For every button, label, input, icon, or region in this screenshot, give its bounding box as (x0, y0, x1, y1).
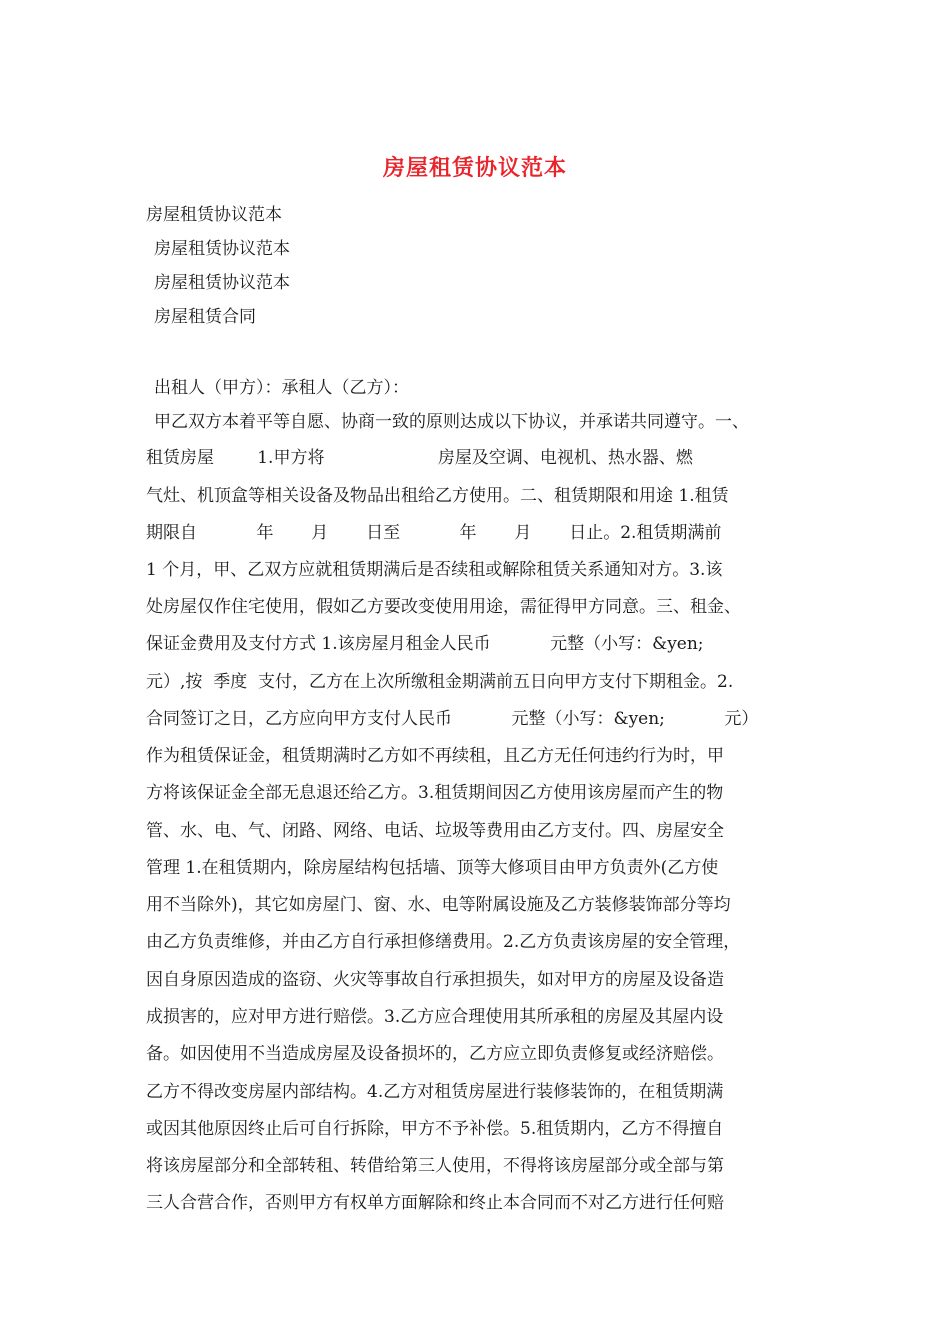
body-line-4: 气灶、机顶盒等相关设备及物品出租给乙方使用。二、租赁期限和用途 1.租赁 (146, 486, 729, 506)
header-line-2: 房屋租赁协议范本 (154, 239, 290, 259)
body-line-21: 或因其他原因终止后可自行拆除，甲方不予补偿。5.租赁期内，乙方不得擅自 (146, 1119, 724, 1139)
header-line-1: 房屋租赁协议范本 (146, 205, 282, 225)
body-line-3: 租赁房屋 1.甲方将 房屋及空调、电视机、热水器、燃 (146, 448, 693, 468)
body-line-9: 元）,按 季度 支付，乙方在上次所缴租金期满前五日向甲方支付下期租金。2. (146, 672, 734, 692)
body-line-12: 方将该保证金全部无息退还给乙方。3.租赁期间因乙方使用该房屋而产生的物 (146, 783, 724, 803)
body-line-22: 将该房屋部分和全部转租、转借给第三人使用，不得将该房屋部分或全部与第 (146, 1156, 724, 1176)
body-line-23: 三人合营合作，否则甲方有权单方面解除和终止本合同而不对乙方进行任何赔 (146, 1193, 724, 1213)
body-line-16: 由乙方负责维修，并由乙方自行承担修缮费用。2.乙方负责该房屋的安全管理， (146, 932, 741, 952)
body-line-7: 处房屋仅作住宅使用，假如乙方要改变使用用途，需征得甲方同意。三、租金、 (146, 597, 741, 617)
body-line-6: 1 个月，甲、乙双方应就租赁期满后是否续租或解除租赁关系通知对方。3.该 (146, 560, 723, 580)
body-line-19: 备。如因使用不当造成房屋及设备损坏的，乙方应立即负责修复或经济赔偿。 (146, 1044, 724, 1064)
body-line-17: 因自身原因造成的盗窃、火灾等事故自行承担损失，如对甲方的房屋及设备造 (146, 970, 724, 990)
header-line-3: 房屋租赁协议范本 (154, 273, 290, 293)
body-line-10: 合同签订之日，乙方应向甲方支付人民币 元整（小写：&yen; 元） (146, 709, 759, 729)
body-line-1: 出租人（甲方）：承租人（乙方）： (154, 378, 409, 398)
body-line-8: 保证金费用及支付方式 1.该房屋月租金人民币 元整（小写：&yen; (146, 634, 704, 654)
document-title: 房屋租赁协议范本 (382, 155, 567, 181)
body-line-2: 甲乙双方本着平等自愿、协商一致的原则达成以下协议，并承诺共同遵守。一、 (154, 412, 749, 432)
body-line-14: 管理 1.在租赁期内，除房屋结构包括墙、顶等大修项目由甲方负责外(乙方使 (146, 858, 719, 878)
body-line-13: 管、水、电、气、闭路、网络、电话、垃圾等费用由乙方支付。四、房屋安全 (146, 821, 724, 841)
body-line-11: 作为租赁保证金，租赁期满时乙方如不再续租，且乙方无任何违约行为时，甲 (146, 746, 724, 766)
header-line-4: 房屋租赁合同 (154, 307, 256, 327)
body-line-15: 用不当除外)，其它如房屋门、窗、水、电等附属设施及乙方装修装饰部分等均 (146, 895, 731, 915)
body-line-20: 乙方不得改变房屋内部结构。4.乙方对租赁房屋进行装修装饰的，在租赁期满 (146, 1082, 724, 1102)
body-line-18: 成损害的，应对甲方进行赔偿。3.乙方应合理使用其所承租的房屋及其屋内设 (146, 1007, 724, 1027)
body-line-5: 期限自 年 月 日至 年 月 日止。2.租赁期满前 (146, 523, 722, 543)
